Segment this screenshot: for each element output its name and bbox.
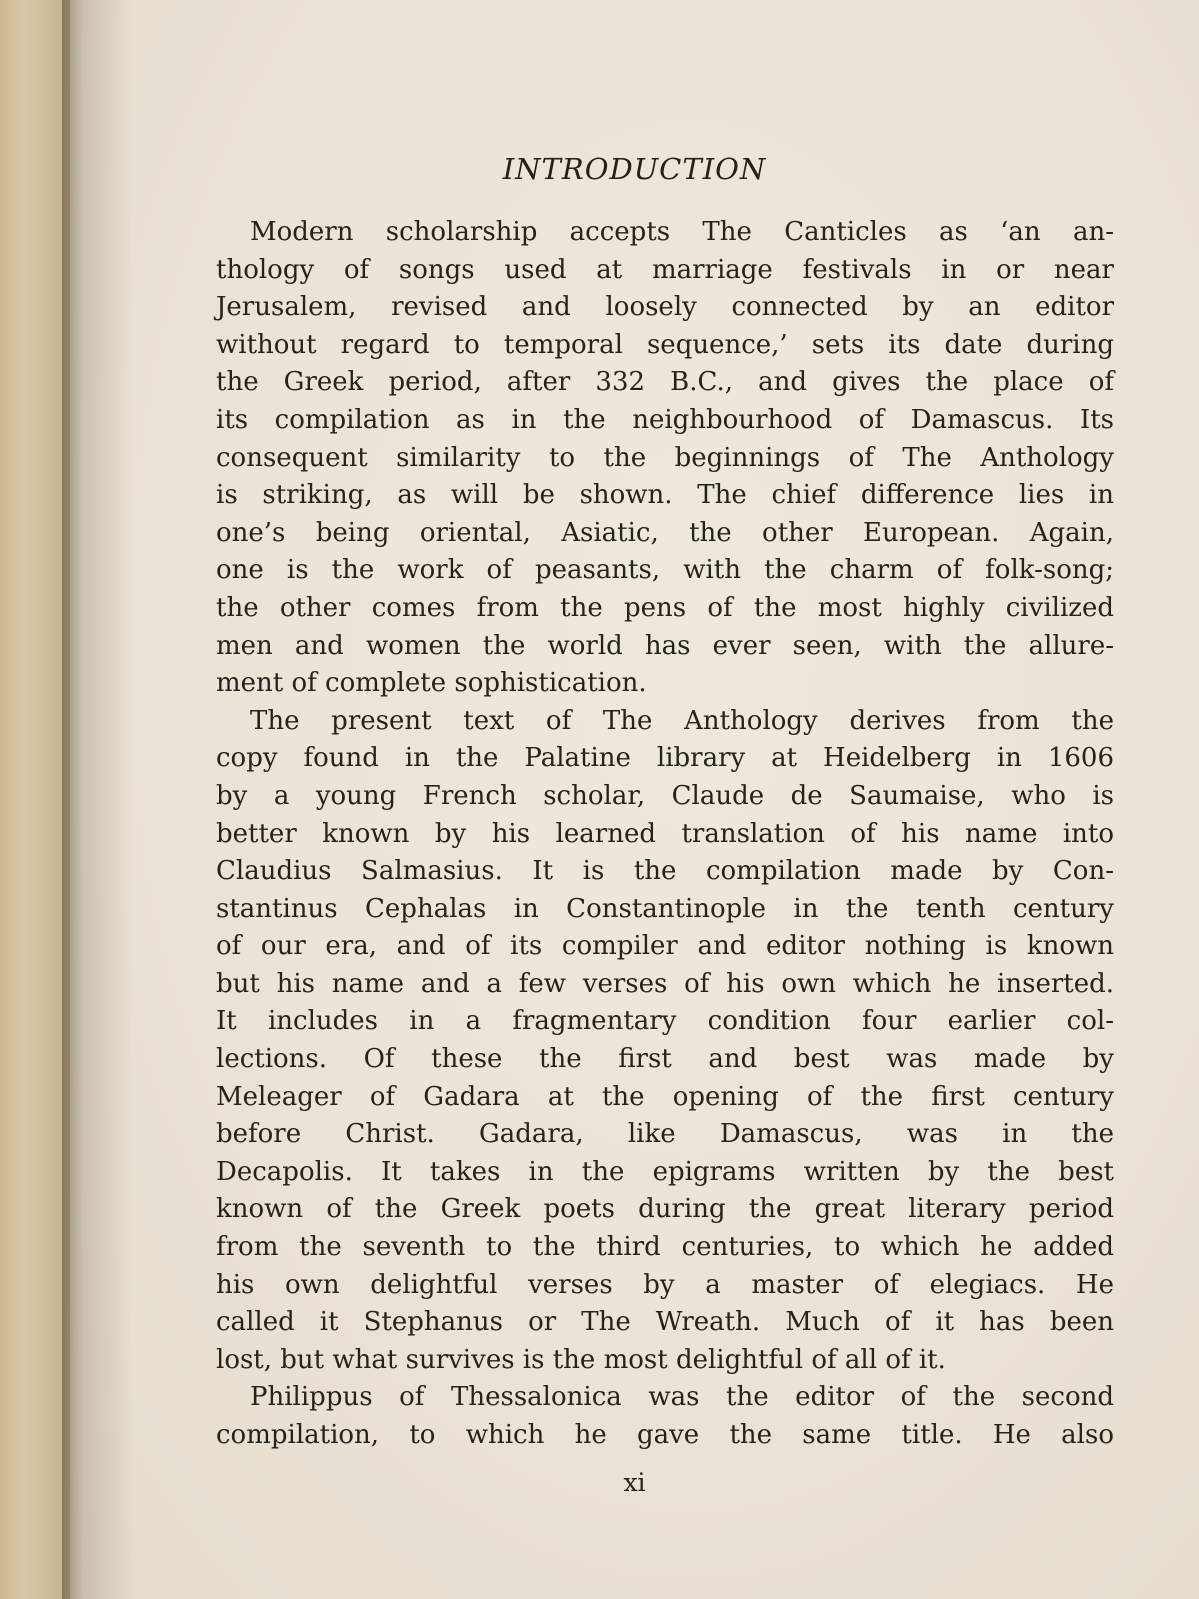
page-number: xi	[623, 1468, 646, 1497]
text-line: its compilation as in the neighbourhood of Damascus. Its	[216, 404, 1114, 435]
text-line: one’s being oriental, Asiatic, the other European. Again,	[216, 517, 1114, 548]
text-line: men and women the world has ever seen, with the allure-	[216, 630, 1114, 661]
text-line: of our era, and of its compiler and editor nothing is known	[216, 931, 1114, 962]
text-line: Modern scholarship accepts The Canticles as ‘an an-	[250, 217, 1114, 247]
text-line: known of the Greek poets during the great literary period	[216, 1194, 1114, 1225]
gutter-shadow	[62, 0, 132, 1599]
text-line: is striking, as will be shown. The chief difference lies in	[216, 480, 1114, 511]
text-line: the other comes from the pens of the most highly civilized	[216, 592, 1114, 623]
text-line: without regard to temporal sequence,’ sets its date during	[216, 329, 1114, 360]
text-line: from the seventh to the third centuries, to which he added	[216, 1232, 1114, 1263]
text-line: better known by his learned translation of his name into	[216, 818, 1114, 849]
text-line: thology of songs used at marriage festivals in or near	[216, 254, 1114, 285]
running-header: INTRODUCTION	[502, 152, 767, 186]
text-line: stantinus Cephalas in Constantinople in the tenth century	[216, 893, 1114, 924]
text-line: the Greek period, after 332 B.C., and gives the place of	[216, 367, 1114, 398]
text-line: Claudius Salmasius. It is the compilation made by Con-	[216, 856, 1114, 887]
text-line: Philippus of Thessalonica was the editor of the second	[250, 1382, 1114, 1413]
text-line: one is the work of peasants, with the charm of folk-song;	[216, 555, 1114, 586]
text-line: but his name and a few verses of his own which he inserted.	[216, 968, 1114, 999]
text-line: before Christ. Gadara, like Damascus, was in the	[216, 1119, 1114, 1150]
text-line: lections. Of these the first and best was made by	[216, 1044, 1114, 1075]
text-line: It includes in a fragmentary condition four earlier col-	[216, 1006, 1114, 1037]
text-line: by a young French scholar, Claude de Saumaise, who is	[216, 780, 1114, 811]
text-line: his own delightful verses by a master of elegiacs. He	[216, 1269, 1114, 1300]
text-line: called it Stephanus or The Wreath. Much of it has been	[216, 1307, 1114, 1338]
text-line: consequent similarity to the beginnings of The Anthology	[216, 442, 1114, 473]
text-line: Decapolis. It takes in the epigrams written by the best	[216, 1156, 1114, 1187]
text-line: Meleager of Gadara at the opening of the first century	[216, 1081, 1114, 1112]
text-line: compilation, to which he gave the same title. He also	[216, 1420, 1114, 1450]
text-line: ment of complete sophistication.	[216, 668, 647, 699]
book-spine-edge	[0, 0, 70, 1599]
book-page	[70, 0, 1199, 1599]
body-text	[216, 214, 1114, 1455]
text-line: The present text of The Anthology derives from the	[250, 705, 1114, 736]
text-line: Jerusalem, revised and loosely connected by an editor	[216, 292, 1114, 323]
text-line: lost, but what survives is the most delightful of all of it.	[216, 1344, 946, 1375]
text-line: copy found in the Palatine library at Heidelberg in 1606	[216, 743, 1114, 774]
